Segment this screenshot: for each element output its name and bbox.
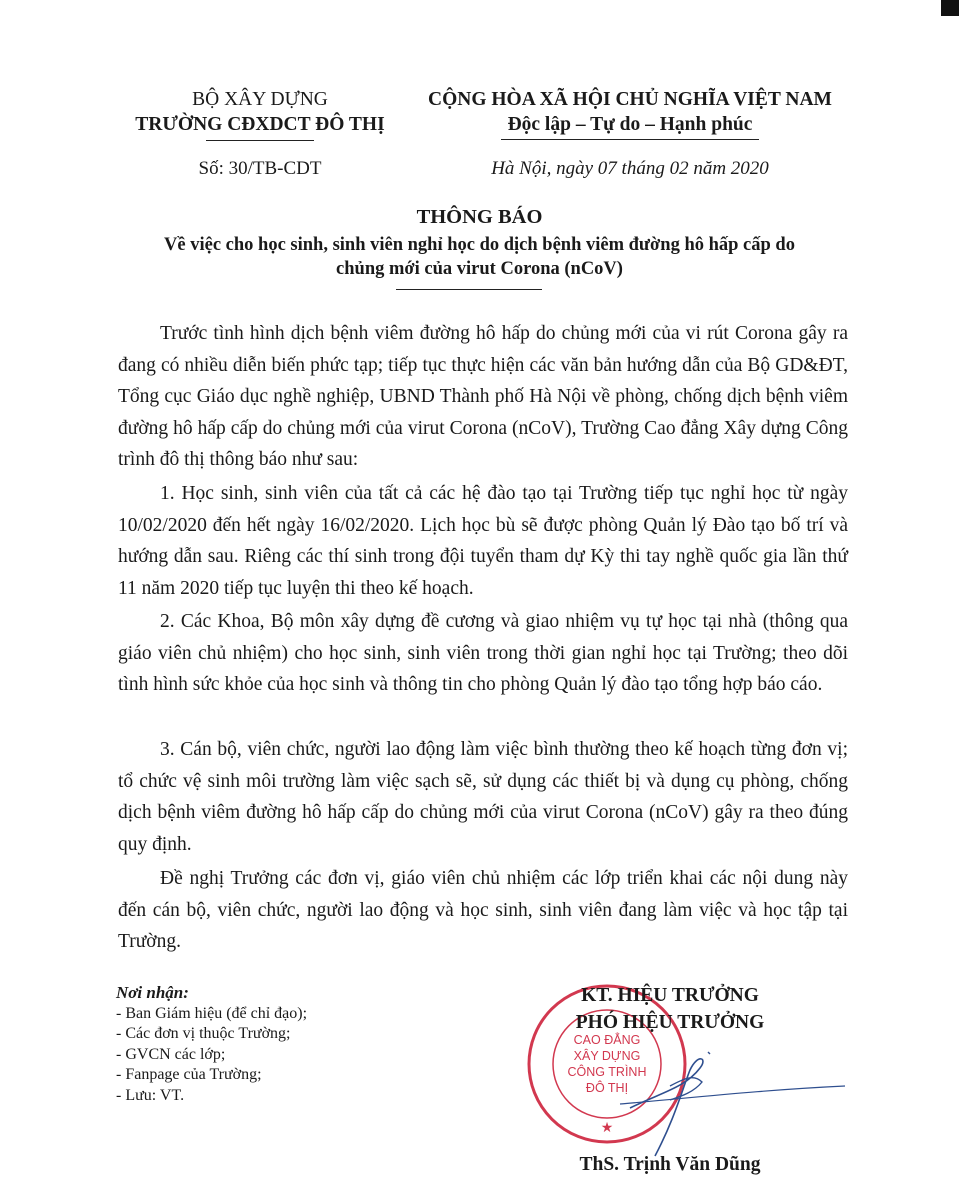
country-name: CỘNG HÒA XÃ HỘI CHỦ NGHĨA VIỆT NAM <box>428 89 832 110</box>
notice-subject <box>0 233 959 281</box>
recipient-item: - Fanpage của Trường; <box>116 1066 262 1083</box>
recipient-item: - Các đơn vị thuộc Trường; <box>116 1025 291 1042</box>
signature-title-line1: KT. HIỆU TRƯỞNG <box>581 985 759 1006</box>
title-rule <box>396 289 542 290</box>
recipient-item: - Lưu: VT. <box>116 1086 185 1104</box>
document-date: Hà Nội, ngày 07 tháng 02 năm 2020 <box>491 158 769 179</box>
seal-star-icon: ★ <box>600 1121 614 1136</box>
recipients-heading: Nơi nhận: <box>116 983 189 1002</box>
recipient-item: - GVCN các lớp; <box>116 1045 226 1063</box>
left-header-rule <box>206 140 314 141</box>
seal-text-line4: ĐÔ THỊ <box>585 1081 629 1095</box>
document-number: Số: 30/TB-CDT <box>198 158 322 179</box>
handwritten-signature <box>590 1038 850 1168</box>
signature-titles <box>535 982 805 1036</box>
closing-paragraph: Đề nghị Trưởng các đơn vị, giáo viên chủ nhiệm các lớp triển khai các nội dung này đến cán bộ, viên chức, người lao động và học sinh, sinh viên đang làm việc và học tập tại Trường. <box>118 868 848 952</box>
right-header-rule <box>501 139 759 140</box>
signer-name: ThS. Trịnh Văn Dũng <box>579 1154 761 1175</box>
school-name: TRƯỜNG CĐXDCT ĐÔ THỊ <box>135 114 385 135</box>
ministry-name: BỘ XÂY DỰNG <box>192 89 328 110</box>
signature-title-line2: PHÓ HIỆU TRƯỞNG <box>575 1012 765 1033</box>
seal-text-line3: CÔNG TRÌNH <box>567 1065 647 1079</box>
seal-text-line2: XÂY DỰNG <box>573 1049 641 1063</box>
left-header <box>110 87 410 141</box>
item-1-paragraph: 1. Học sinh, sinh viên của tất cả các hệ đào tạo tại Trường tiếp tục nghỉ học từ ngày 10/02/2020 đến hết ngày 16/02/2020. Lịch học bù sẽ được phòng Quản lý Đào tạo bố trí và hướng dẫn sau. Riêng các thí sinh trong đội tuyển tham dự Kỳ thi tay nghề quốc gia lần thứ 11 năm 2020 tiếp tục luyện thi theo kế hoạch. <box>118 483 848 599</box>
notice-subject-line1: Về việc cho học sinh, sinh viên nghỉ học do dịch bệnh viêm đường hô hấp cấp do <box>164 235 795 255</box>
item-3-paragraph: 3. Cán bộ, viên chức, người lao động làm việc bình thường theo kế hoạch từng đơn vị; tổ chức vệ sinh môi trường làm việc sạch sẽ, sử dụng các thiết bị và dụng cụ phòng, chống dịch bệnh viêm đường hô hấp cấp do chủng mới của virut Corona (nCoV) gây ra theo đúng quy định. <box>118 739 848 855</box>
recipient-item: - Ban Giám hiệu (để chỉ đạo); <box>116 1004 308 1022</box>
notice-title: THÔNG BÁO <box>416 206 543 228</box>
scan-corner-mark <box>941 0 959 16</box>
recipients-block <box>116 983 307 1106</box>
seal-text-line1: CAO ĐẲNG <box>573 1033 641 1047</box>
notice-subject-line2: chủng mới của virut Corona (nCoV) <box>336 259 623 279</box>
right-header <box>405 87 855 140</box>
intro-paragraph: Trước tình hình dịch bệnh viêm đường hô hấp do chủng mới của vi rút Corona gây ra đang có nhiều diễn biến phức tạp; tiếp tục thực hiện các văn bản hướng dẫn của Bộ GD&ĐT, Tổng cục Giáo dục nghề nghiệp, UBND Thành phố Hà Nội về phòng, chống dịch bệnh viêm đường hô hấp cấp do chủng mới của virut Corona (nCoV), Trường Cao đẳng Xây dựng Công trình đô thị thông báo như sau: <box>118 323 848 470</box>
national-motto: Độc lập – Tự do – Hạnh phúc <box>507 114 753 135</box>
item-2-paragraph: 2. Các Khoa, Bộ môn xây dựng đề cương và giao nhiệm vụ tự học tại nhà (thông qua giáo viên chủ nhiệm) cho học sinh, sinh viên trong thời gian nghỉ học tại Trường; theo dõi tình hình sức khỏe của học sinh và thông tin cho phòng Quản lý đào tạo tổng hợp báo cáo. <box>118 611 848 695</box>
